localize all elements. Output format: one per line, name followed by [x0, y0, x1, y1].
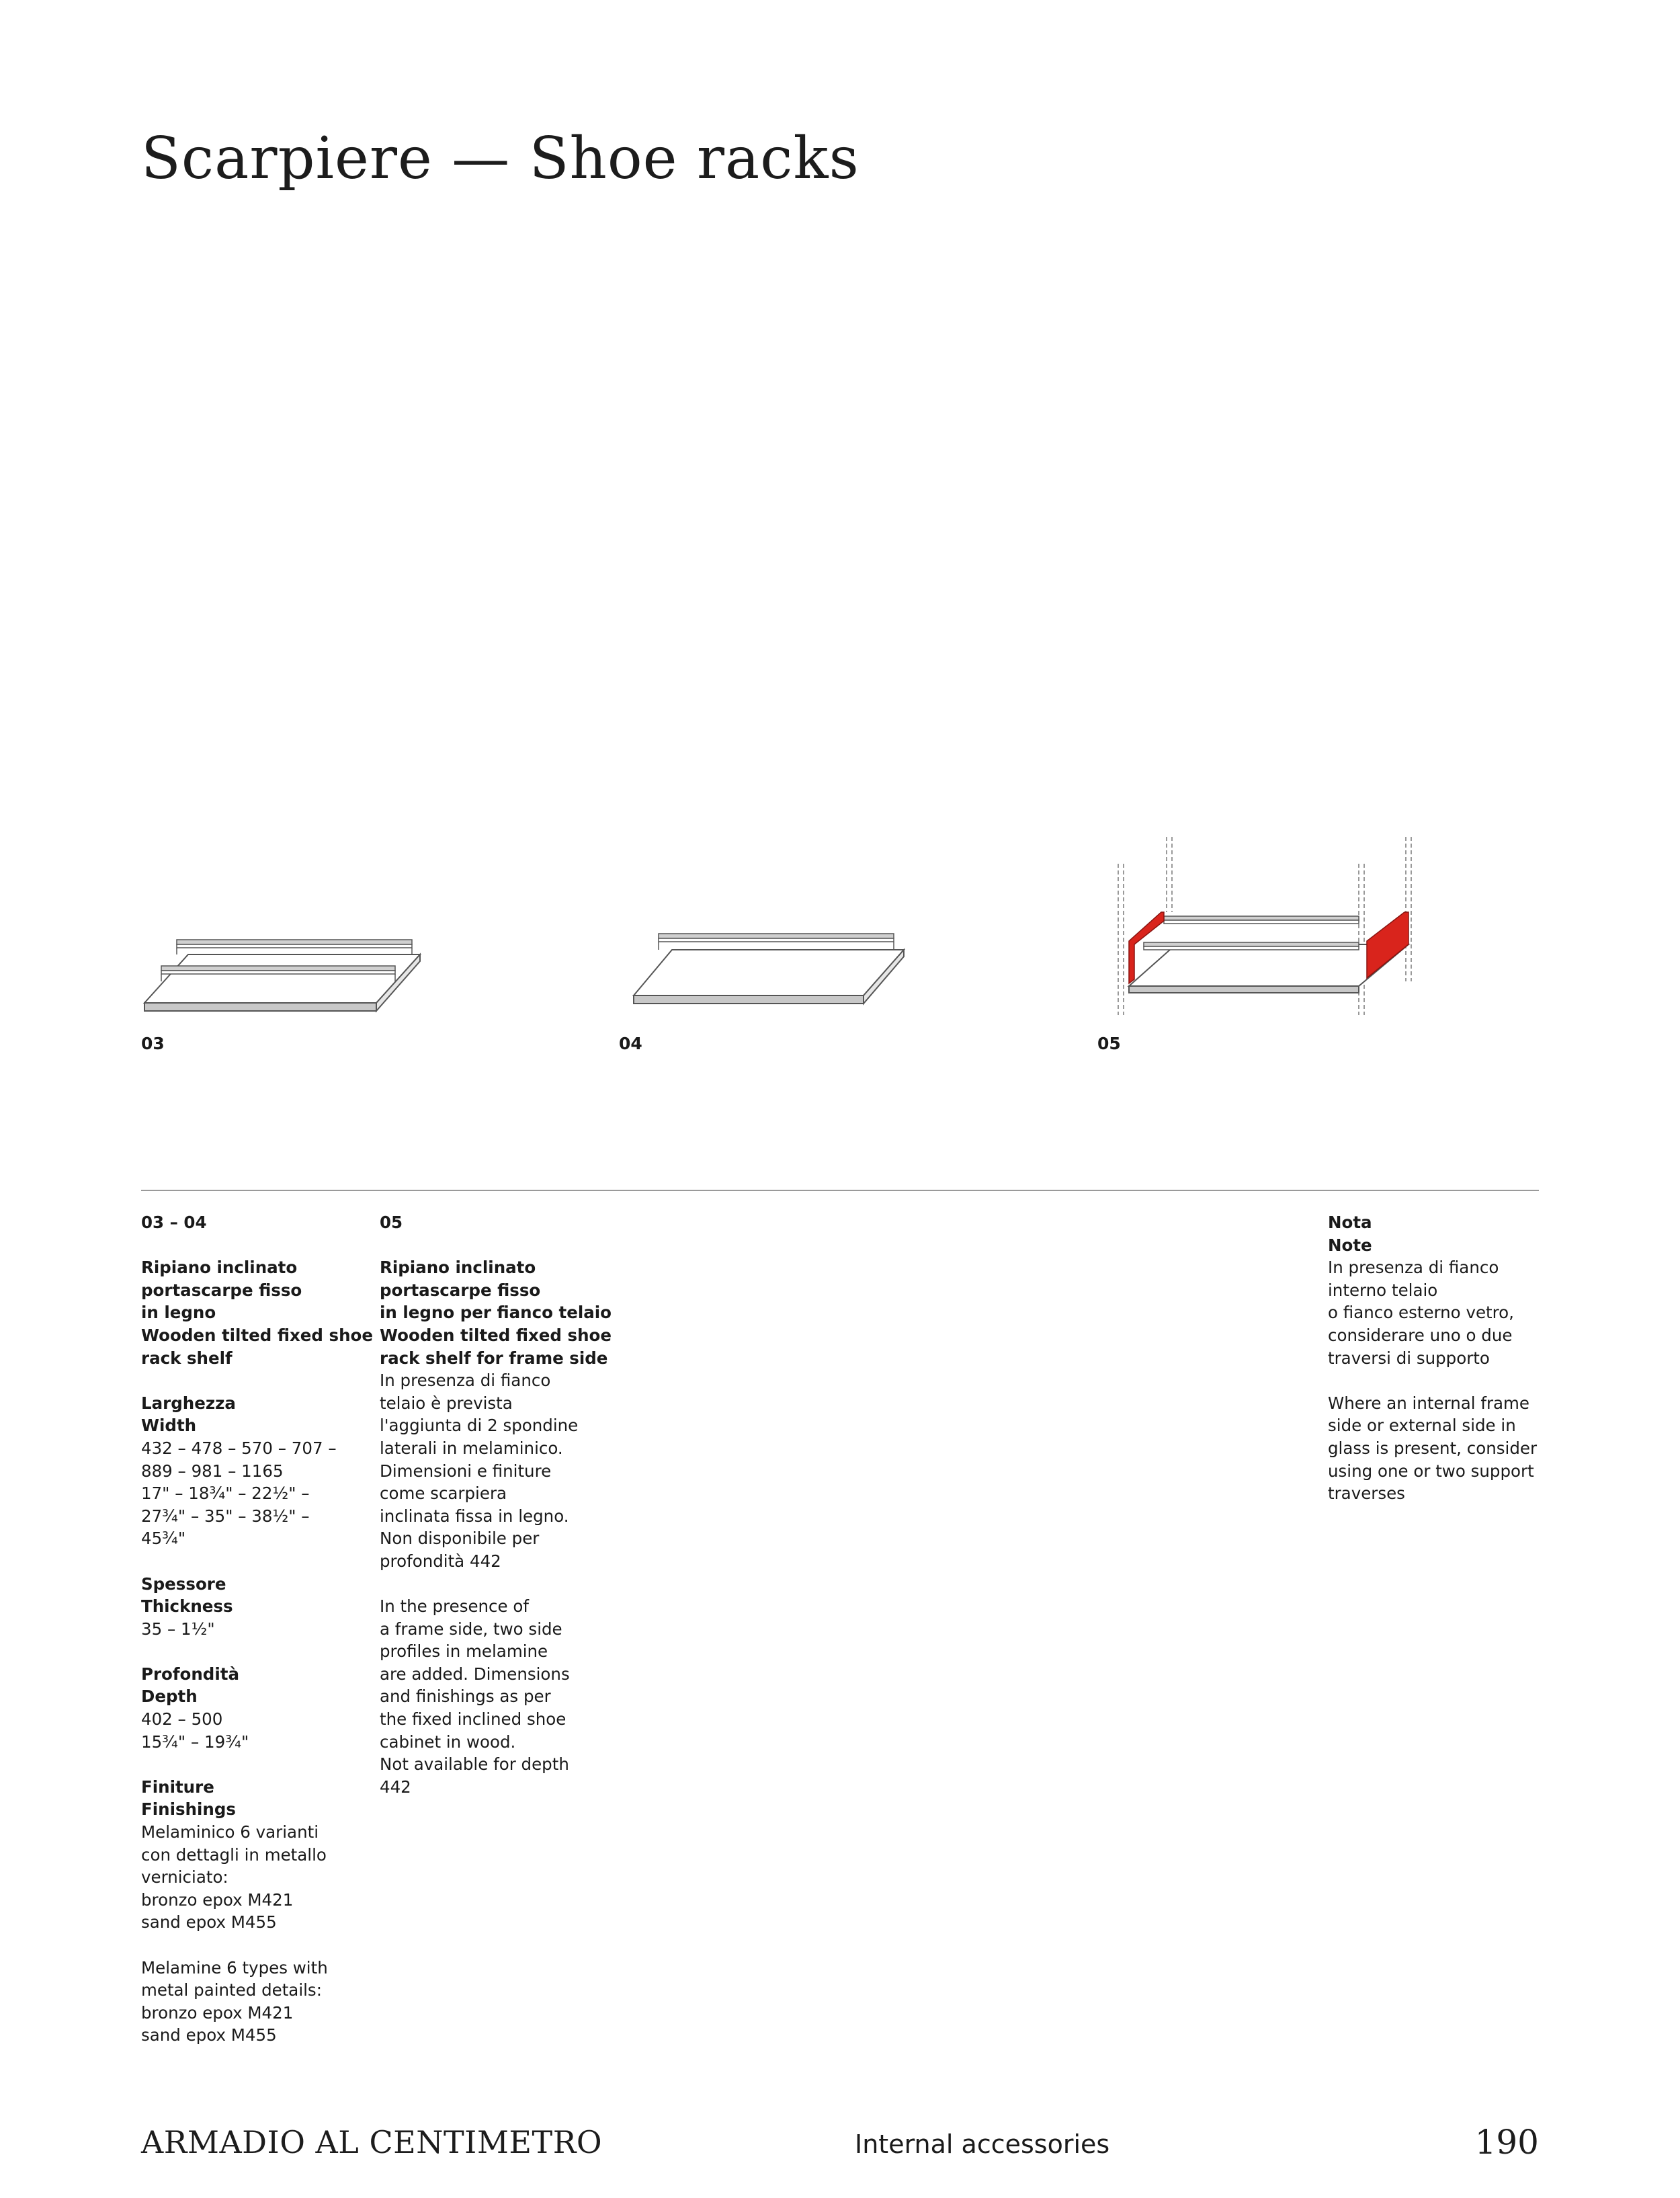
text-line: 889 – 981 – 1165 [141, 1461, 284, 1481]
figure-label-04: 04 [619, 1034, 642, 1053]
thickness-values [141, 1618, 373, 1641]
text-line: 27¾" – 35" – 38½" – [141, 1506, 310, 1526]
note-text-en [1328, 1392, 1537, 1505]
text-line: glass is present, consider [1328, 1438, 1538, 1458]
text-line: the fixed inclined shoe [380, 1709, 566, 1729]
page-title: Scarpiere — Shoe racks [141, 125, 859, 192]
text-line: traversi di supporto [1328, 1348, 1490, 1368]
figure-label-05: 05 [1097, 1034, 1121, 1053]
text-line: verniciato: [141, 1867, 228, 1887]
width-label-it: Larghezza [141, 1393, 236, 1413]
text-line: In presenza di fianco [1328, 1258, 1499, 1278]
text-line: Not available for depth [380, 1754, 569, 1775]
text-line: bronzo epox M421 [141, 1889, 294, 1910]
text-line: a frame side, two side [380, 1619, 562, 1639]
text-line: 442 [380, 1777, 411, 1797]
text-line: Dimensioni e finiture [380, 1461, 552, 1481]
text-line: portascarpe fisso [380, 1280, 541, 1300]
text-line: bronzo epox M421 [141, 2002, 294, 2023]
text-line: 402 – 500 [141, 1709, 223, 1729]
figure-label-03: 03 [141, 1034, 165, 1053]
text-line: come scarpiera [380, 1483, 507, 1504]
text-line: cabinet in wood. [380, 1732, 516, 1752]
note-text-it [1328, 1256, 1537, 1369]
text-line: sand epox M455 [141, 2025, 277, 2045]
footer-brand: ARMADIO AL CENTIMETRO [141, 2124, 603, 2160]
finish-label-en: Finishings [141, 1799, 236, 1820]
text-line: traverses [1328, 1483, 1405, 1504]
text-line: interno telaio [1328, 1280, 1438, 1300]
text-line: rack shelf [141, 1348, 233, 1368]
column-heading: 05 [380, 1213, 403, 1232]
text-line: 45¾" [141, 1529, 186, 1549]
text-line: 35 – 1½" [141, 1619, 215, 1639]
width-values [141, 1437, 373, 1550]
spec-column-03-04 [141, 1211, 373, 2047]
description-it [380, 1369, 612, 1572]
text-line: are added. Dimensions [380, 1664, 570, 1684]
text-line: side or external side in [1328, 1416, 1516, 1436]
note-title-en: Note [1328, 1235, 1372, 1255]
text-line: in legno [141, 1303, 216, 1323]
product-name [380, 1256, 612, 1369]
text-line: l'aggiunta di 2 spondine [380, 1416, 579, 1436]
text-line: and finishings as per [380, 1686, 551, 1707]
shoe-rack-05-illustration [1109, 837, 1431, 1025]
text-line: Wooden tilted fixed shoe [380, 1325, 612, 1345]
text-line: 17" – 18¾" – 22½" – [141, 1483, 310, 1504]
text-line: Ripiano inclinato [380, 1258, 536, 1278]
column-heading: 03 – 04 [141, 1213, 207, 1232]
text-line: inclinata fissa in legno. [380, 1506, 569, 1526]
text-line: profondità 442 [380, 1551, 501, 1571]
text-line: Melamine 6 types with [141, 1957, 328, 1978]
thickness-label-it: Spessore [141, 1574, 226, 1594]
spec-column-05 [380, 1211, 612, 1798]
finish-text-en [141, 1957, 373, 2047]
text-line: profiles in melamine [380, 1641, 548, 1662]
text-line: rack shelf for frame side [380, 1348, 608, 1368]
finish-label-it: Finiture [141, 1777, 214, 1797]
product-name [141, 1256, 373, 1369]
width-label-en: Width [141, 1416, 197, 1436]
text-line: in legno per fianco telaio [380, 1303, 612, 1323]
page-number: 190 [1474, 2123, 1539, 2162]
text-line: In presenza di fianco [380, 1371, 551, 1391]
depth-label-en: Depth [141, 1686, 198, 1707]
text-line: Non disponibile per [380, 1529, 540, 1549]
section-divider [141, 1190, 1539, 1191]
text-line: Where an internal frame [1328, 1393, 1529, 1413]
text-line: laterali in melaminico. [380, 1438, 563, 1458]
text-line: 15¾" – 19¾" [141, 1732, 249, 1752]
note-column [1328, 1211, 1537, 1505]
text-line: telaio è prevista [380, 1393, 513, 1413]
text-line: o fianco esterno vetro, [1328, 1303, 1514, 1323]
text-line: con dettagli in metallo [141, 1844, 327, 1865]
text-line: 432 – 478 – 570 – 707 – [141, 1438, 337, 1458]
text-line: Wooden tilted fixed shoe [141, 1325, 373, 1345]
text-line: portascarpe fisso [141, 1280, 302, 1300]
note-title-it: Nota [1328, 1213, 1372, 1232]
text-line: sand epox M455 [141, 1912, 277, 1932]
depth-label-it: Profondità [141, 1664, 239, 1684]
description-en [380, 1595, 612, 1798]
text-line: Melaminico 6 varianti [141, 1822, 319, 1842]
shoe-rack-03-illustration [134, 928, 430, 1022]
footer-section-title: Internal accessories [855, 2129, 1110, 2159]
finish-text-it [141, 1821, 373, 1934]
text-line: metal painted details: [141, 1980, 322, 2000]
shoe-rack-04-illustration [628, 931, 911, 1012]
depth-values [141, 1708, 373, 1753]
text-line: considerare uno o due [1328, 1325, 1513, 1345]
text-line: Ripiano inclinato [141, 1258, 298, 1278]
thickness-label-en: Thickness [141, 1596, 233, 1617]
text-line: In the presence of [380, 1596, 530, 1617]
text-line: using one or two support [1328, 1461, 1534, 1481]
